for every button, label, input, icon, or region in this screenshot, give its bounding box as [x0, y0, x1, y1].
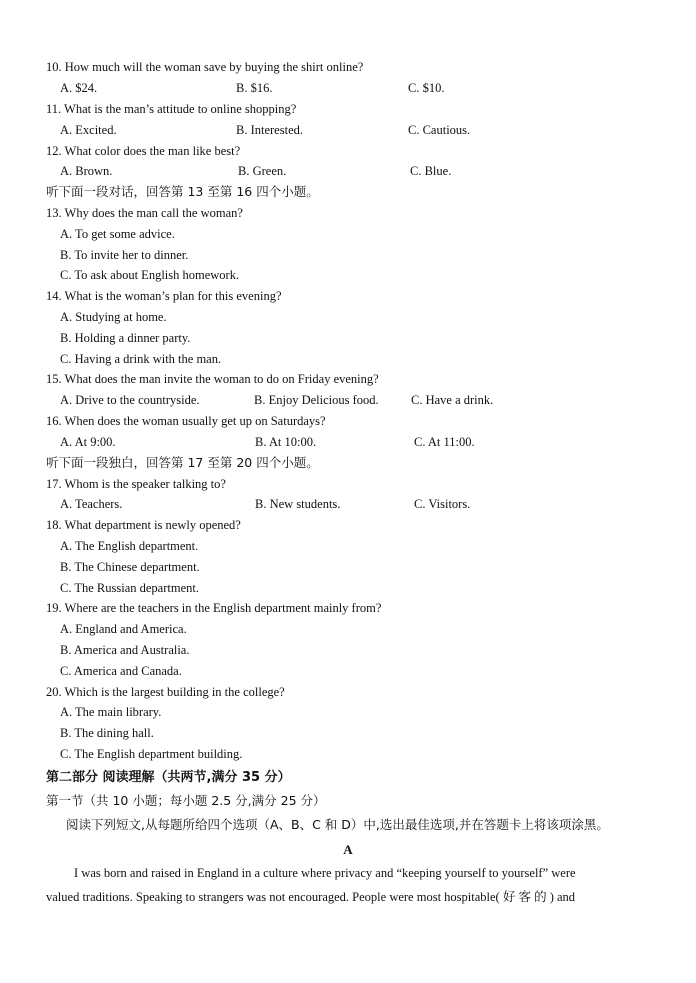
option-c: C. America and Canada.: [60, 664, 182, 678]
option-c: C. At 11:00.: [414, 435, 475, 449]
option-row: [0, 578, 696, 598]
passage-text: valued traditions. Speaking to strangers was not encouraged. People were most hospitable( 好 客 的 ) and: [46, 890, 576, 904]
option-a: A. Studying at home.: [60, 310, 167, 324]
question-20: [0, 682, 696, 702]
question-17: [0, 474, 696, 494]
option-row: [0, 744, 696, 764]
option-a: A. Brown.: [60, 164, 113, 178]
question-stem: 20. Which is the largest building in the college?: [46, 685, 285, 699]
option-row: [0, 536, 696, 556]
question-stem: 10. How much will the woman save by buying the shirt online?: [46, 60, 364, 74]
option-b: B. $16.: [236, 81, 273, 95]
option-c: C. The Russian department.: [60, 581, 199, 595]
passage-line: [0, 863, 696, 883]
option-c: C. The English department building.: [60, 747, 243, 761]
option-row: [0, 265, 696, 285]
question-12: [0, 141, 696, 161]
passage-line: [0, 887, 696, 907]
option-row: [0, 349, 696, 369]
option-b: B. New students.: [255, 497, 341, 511]
option-row: [0, 245, 696, 265]
option-row: [0, 224, 696, 244]
question-stem: 18. What department is newly opened?: [46, 518, 241, 532]
option-a: A. Teachers.: [60, 497, 123, 511]
option-c: C. Visitors.: [414, 497, 471, 511]
section-heading: [0, 791, 696, 811]
options-17: [0, 494, 696, 514]
option-a: A. England and America.: [60, 622, 187, 636]
question-11: [0, 99, 696, 119]
question-stem: 16. When does the woman usually get up on Saturdays?: [46, 414, 326, 428]
instruction-dialogue: [0, 182, 696, 202]
passage-text: I was born and raised in England in a culture where privacy and “keeping yourself to yourself” were: [74, 866, 576, 880]
options-12: [0, 161, 696, 181]
question-stem: 11. What is the man’s attitude to online shopping?: [46, 102, 297, 116]
passage-label: A: [343, 842, 353, 857]
option-a: A. To get some advice.: [60, 227, 175, 241]
option-row: [0, 661, 696, 681]
instruction-monologue: [0, 453, 696, 473]
option-c: C. $10.: [408, 81, 445, 95]
option-c: C. Blue.: [410, 164, 452, 178]
option-b: B. Interested.: [236, 123, 303, 137]
passage-heading: [0, 840, 696, 860]
option-c: C. Cautious.: [408, 123, 471, 137]
question-stem: 17. Whom is the speaker talking to?: [46, 477, 226, 491]
options-10: [0, 78, 696, 98]
instruction-text: 听下面一段对话，回答第 13 至第 16 四个小题。: [46, 184, 319, 199]
option-row: [0, 640, 696, 660]
option-b: B. Holding a dinner party.: [60, 331, 191, 345]
option-a: A. At 9:00.: [60, 435, 116, 449]
part-heading: [0, 768, 696, 788]
option-b: B. Enjoy Delicious food.: [254, 393, 379, 407]
part-title: 第二部分 阅读理解（共两节,满分 35 分）: [46, 770, 291, 785]
option-a: A. The main library.: [60, 705, 162, 719]
option-row: [0, 619, 696, 639]
question-stem: 13. Why does the man call the woman?: [46, 206, 243, 220]
option-b: B. Green.: [238, 164, 287, 178]
option-row: [0, 702, 696, 722]
option-b: B. To invite her to dinner.: [60, 248, 189, 262]
question-stem: 19. Where are the teachers in the English department mainly from?: [46, 601, 382, 615]
question-10: [0, 57, 696, 77]
option-c: C. Having a drink with the man.: [60, 352, 222, 366]
section-title: 第一节（共 10 小题；每小题 2.5 分,满分 25 分）: [46, 793, 326, 808]
option-c: C. Have a drink.: [411, 393, 494, 407]
option-row: [0, 307, 696, 327]
question-16: [0, 411, 696, 431]
option-a: A. Drive to the countryside.: [60, 393, 200, 407]
option-c: C. To ask about English homework.: [60, 268, 240, 282]
options-15: [0, 390, 696, 410]
option-b: B. America and Australia.: [60, 643, 190, 657]
option-b: B. The Chinese department.: [60, 560, 200, 574]
options-16: [0, 432, 696, 452]
question-13: [0, 203, 696, 223]
options-11: [0, 120, 696, 140]
question-19: [0, 598, 696, 618]
question-stem: 15. What does the man invite the woman to do on Friday evening?: [46, 372, 379, 386]
option-a: A. Excited.: [60, 123, 117, 137]
question-stem: 14. What is the woman’s plan for this evening?: [46, 289, 282, 303]
question-15: [0, 369, 696, 389]
instruction-text: 听下面一段独白，回答第 17 至第 20 四个小题。: [46, 455, 319, 470]
option-row: [0, 557, 696, 577]
option-a: A. The English department.: [60, 539, 199, 553]
option-a: A. $24.: [60, 81, 98, 95]
option-row: [0, 328, 696, 348]
reading-instruction: [0, 815, 696, 835]
question-stem: 12. What color does the man like best?: [46, 144, 241, 158]
question-18: [0, 515, 696, 535]
question-14: [0, 286, 696, 306]
option-row: [0, 723, 696, 743]
instruction-text: 阅读下列短文,从每题所给四个选项（A、B、C 和 D）中,选出最佳选项,并在答题卡上将该项涂黑。: [66, 817, 609, 832]
option-b: B. The dining hall.: [60, 726, 154, 740]
option-b: B. At 10:00.: [255, 435, 317, 449]
